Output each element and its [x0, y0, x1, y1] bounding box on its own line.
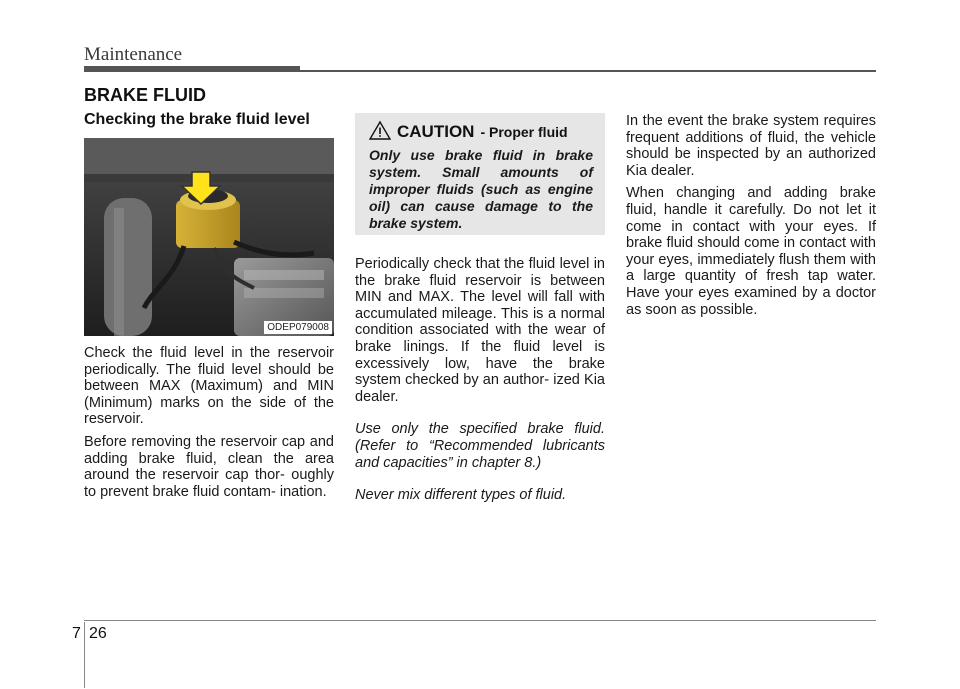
left-paragraph-2: Before removing the reservoir cap and adding brake fluid, clean the area around the reservoir cap thor- oughly to prevent brake fluid contam- ination. — [84, 433, 334, 500]
chapter-number: 7 — [72, 625, 81, 642]
footer-rule — [84, 620, 876, 621]
right-paragraph-2: When changing and adding brake fluid, handle it carefully. Do not let it come in contact with your eyes. If brake fluid should come in contact with your eyes, immediately flush them with a large quantity of fresh tap water. Have your eyes examined by a doctor as soon as possible. — [626, 185, 876, 318]
left-column-text — [84, 345, 334, 506]
header-title: Maintenance — [84, 44, 183, 65]
section-title: BRAKE FLUID — [84, 85, 206, 105]
header-rule-thick — [84, 66, 300, 72]
caution-label: CAUTION — [397, 122, 475, 141]
footer-divider — [84, 622, 85, 688]
right-column-text — [626, 113, 876, 324]
header-rule-thin — [300, 70, 876, 72]
middle-column-text — [355, 256, 605, 510]
left-paragraph-1: Check the fluid level in the reservoir periodically. The fluid level should be between MAX (Maximum) and MIN (Minimum) marks on the side of the reservoir. — [84, 345, 334, 428]
caution-header — [369, 121, 593, 143]
right-paragraph-1: In the event the brake system requires frequent additions of fluid, the vehicle should be inspected by an authorized Kia dealer. — [626, 113, 876, 179]
caution-box — [355, 113, 605, 235]
engine-bay-photo — [84, 138, 334, 336]
warning-triangle-icon — [369, 120, 391, 145]
engine-bay-illustration — [84, 138, 334, 336]
photo-code: ODEP079008 — [264, 321, 332, 334]
page-number: 26 — [89, 625, 107, 642]
subheading: Checking the brake fluid level — [84, 111, 310, 128]
middle-italic-note-1: Use only the specified brake fluid. (Refer to “Recommended lubricants and capacities” in chapter 8.) — [355, 421, 605, 471]
caution-subtitle: - Proper fluid — [480, 124, 568, 140]
middle-italic-note-2: Never mix different types of fluid. — [355, 487, 567, 504]
middle-paragraph: Periodically check that the fluid level in the brake fluid reservoir is between MIN and MAX. The level will fall with accumulated mileage. This is a normal condition associated with the wear of brake linings. If the fluid level is excessively low, have the brake system checked by an author- ized Kia dealer. — [355, 256, 605, 405]
caution-text: Only use brake fluid in brake system. Small amounts of improper fluids (such as engine oil) can cause damage to the brake system. — [369, 147, 593, 231]
